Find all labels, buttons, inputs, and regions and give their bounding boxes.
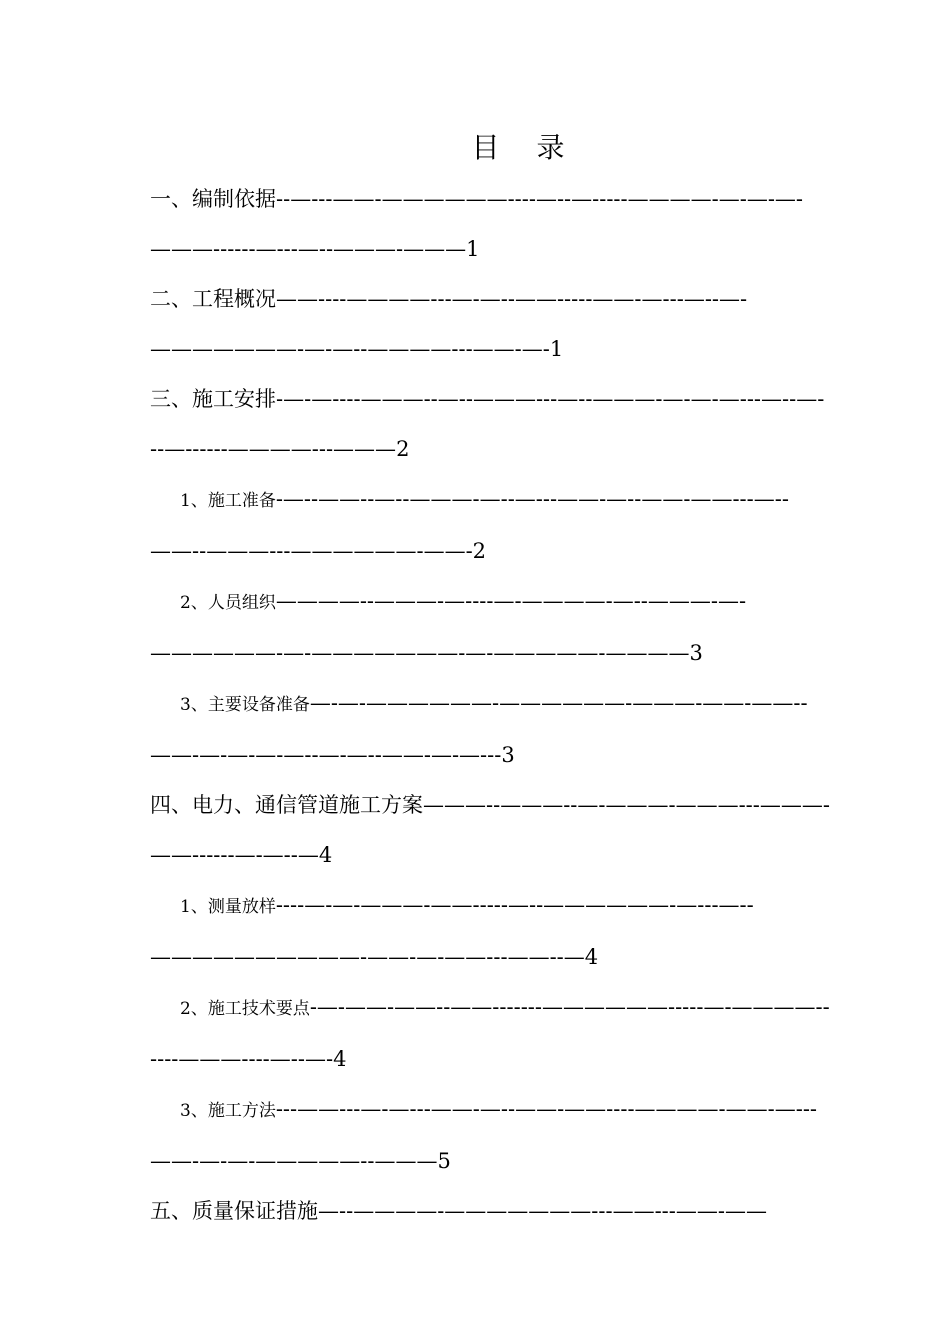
toc-entry-label: 2、施工技术要点 [180, 999, 310, 1019]
toc-entry-label: 2、人员组织 [180, 593, 276, 613]
toc-entry-leader: ---——---—-—---——-—--——-——----————-——-—---——-—-—-—————--——— [150, 1097, 818, 1173]
toc-entry-page: 4 [318, 843, 333, 867]
toc-subentry[interactable] [150, 880, 830, 982]
toc-entry-leader: -—--——--—--———-—--—---——-—--——-——---—--——--———---——————-—— [150, 487, 789, 563]
toc-entry-page: -2 [465, 539, 487, 563]
toc-entry-label: 一、编制依据 [150, 187, 276, 211]
toc-entry-leader: ——----————---—-—--——-----——-—---—--—-———————-—-—--————---——-— [150, 287, 748, 361]
toc-entry[interactable] [150, 174, 830, 274]
toc-list [150, 174, 830, 1236]
toc-entry-label: 四、电力、通信管道施工方案 [150, 793, 423, 817]
toc-subentry[interactable] [150, 474, 830, 576]
toc-entry-page: 1 [466, 237, 480, 261]
toc-entry-page: 5 [437, 1149, 451, 1173]
toc-title: 目 录 [471, 131, 579, 164]
toc-entry-label: 3、施工方法 [180, 1101, 276, 1121]
toc-entry-leader: ———--———--—-———-———---———-——------—-—--— [150, 793, 830, 867]
toc-entry-leader: ----—-—-———-——-----—--——————-—---—--——————————-——-—-——---——--— [150, 893, 754, 969]
toc-entry-label: 三、施工安排 [150, 387, 276, 411]
toc-entry-leader: -—-—----———--—--———---—--———-—-—-—---—--—---—------————---——— [150, 387, 825, 461]
toc-entry[interactable] [150, 274, 830, 374]
toc-entry-leader: —--————-———————---——---——-—— [318, 1199, 767, 1223]
toc-entry-leader: ————--———-—----—-————-—--———-—-——————-—-———————-—-—————-———— [150, 589, 747, 665]
toc-subentry[interactable] [150, 1084, 830, 1186]
toc-entry-page: 4 [584, 945, 599, 969]
toc-subentry[interactable] [150, 576, 830, 678]
toc-entry-label: 3、主要设备准备 [180, 695, 310, 715]
toc-subentry[interactable] [150, 678, 830, 780]
toc-entry[interactable] [150, 780, 830, 880]
toc-entry-page: -1 [542, 337, 564, 361]
toc-entry-label: 二、工程概况 [150, 287, 276, 311]
toc-entry[interactable] [150, 374, 830, 474]
toc-entry-label: 五、质量保证措施 [150, 1199, 318, 1223]
toc-subentry[interactable] [150, 982, 830, 1084]
toc-entry[interactable] [150, 1186, 830, 1236]
toc-entry-page: 3 [501, 743, 515, 767]
toc-entry-page: -4 [325, 1047, 347, 1071]
toc-entry-leader: --—---——-——————----—--—-----————-—-—-—-———------—---—--———-——— [150, 187, 804, 261]
toc-entry-page: 2 [396, 437, 410, 461]
toc-entry-leader: -—-——-——--——-------——————-----—-————------———----—--— [150, 995, 830, 1071]
toc-entry-label: 1、施工准备 [180, 491, 276, 511]
toc-entry-page: 3 [689, 641, 703, 665]
toc-entry-label: 1、测量放样 [180, 897, 276, 917]
toc-entry-leader: —-—-——————-——————-———-——-——--——-—-—-—-—--—-—--——-—-—--- [150, 691, 808, 767]
